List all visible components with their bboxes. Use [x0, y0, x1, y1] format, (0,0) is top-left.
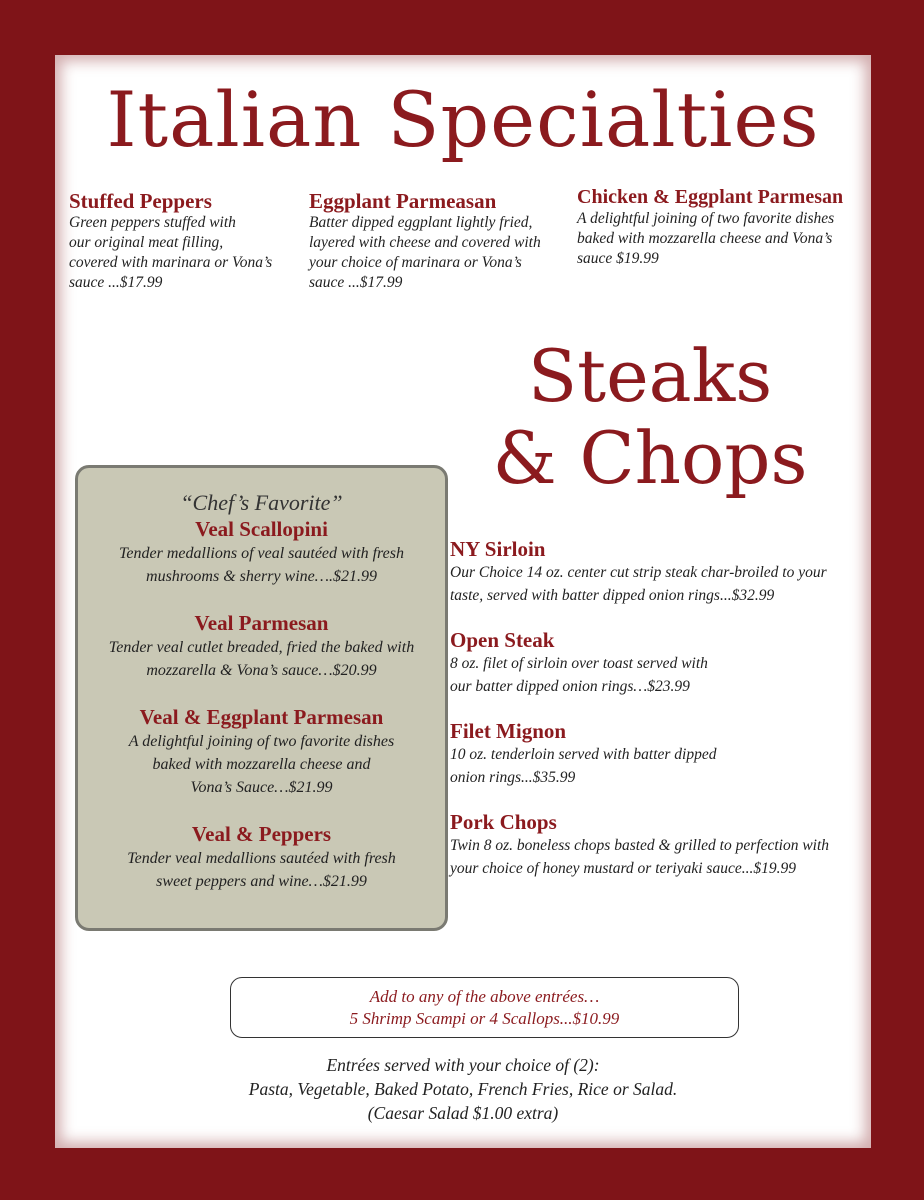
dish-description: A delightful joining of two favorite dishes baked with mozzarella cheese and Vona’s Sauce…$21.99: [128, 733, 395, 796]
chefs-favorite-heading: “Chef’s Favorite”: [180, 490, 343, 515]
chef-item-veal-parmesan: [78, 610, 445, 682]
menu-item-stuffed-peppers: [69, 189, 299, 293]
footer-line-1: Entrées served with your choice of (2):: [326, 1055, 600, 1075]
dish-description: 10 oz. tenderloin served with batter dipped onion rings...$35.99: [450, 746, 717, 786]
steak-item-ny-sirloin: [450, 537, 870, 607]
steak-item-filet-mignon: [450, 719, 870, 789]
dish-name: Veal Parmesan: [194, 611, 329, 635]
chef-item-veal-peppers: [78, 821, 445, 893]
dish-name: NY Sirloin: [450, 537, 546, 561]
dish-description: Green peppers stuffed with our original meat filling, covered with marinara or Vona’s sauce ...$17.99: [69, 214, 273, 291]
menu-page: [55, 55, 871, 1148]
dish-description: Our Choice 14 oz. center cut strip steak char-broiled to your taste, served with batter dipped onion rings...$32.99: [450, 564, 827, 604]
addon-line-2: 5 Shrimp Scampi or 4 Scallops...$10.99: [349, 1008, 620, 1028]
addon-line-1: Add to any of the above entrées…: [369, 986, 600, 1006]
chef-item-veal-eggplant-parmesan: [78, 704, 445, 799]
menu-item-chicken-eggplant-parmesan: [577, 185, 871, 269]
addon-box: [230, 977, 739, 1038]
dish-name: Pork Chops: [450, 810, 557, 834]
dish-name: Veal & Eggplant Parmesan: [139, 705, 384, 729]
chefs-favorite-box: [75, 465, 448, 931]
dish-name: Veal & Peppers: [191, 822, 332, 846]
steak-item-pork-chops: [450, 810, 870, 880]
steak-item-open-steak: [450, 628, 870, 698]
dish-description: Tender veal cutlet breaded, fried the baked with mozzarella & Vona’s sauce…$20.99: [108, 639, 415, 679]
chef-item-veal-scallopini: [78, 516, 445, 588]
dish-description: Twin 8 oz. boneless chops basted & grilled to perfection with your choice of honey mustard or teriyaki sauce...$19.99: [450, 837, 830, 877]
footer-line-3: (Caesar Salad $1.00 extra): [367, 1103, 559, 1123]
steaks-list: [450, 537, 870, 901]
footer-note: [55, 1053, 871, 1125]
dish-name: Chicken & Eggplant Parmesan: [577, 186, 844, 208]
dish-name: Eggplant Parmeasan: [309, 189, 497, 213]
dish-name: Filet Mignon: [450, 719, 567, 743]
dish-description: Tender medallions of veal sautéed with fresh mushrooms & sherry wine….$21.99: [118, 545, 404, 585]
menu-title: Italian Specialties: [106, 75, 820, 164]
steaks-chops-title: Steaks & Chops: [492, 334, 808, 500]
dish-description: 8 oz. filet of sirloin over toast served with our batter dipped onion rings…$23.99: [450, 655, 708, 695]
dish-name: Veal Scallopini: [195, 517, 328, 541]
dish-name: Open Steak: [450, 628, 555, 652]
dish-name: Stuffed Peppers: [69, 189, 212, 213]
dish-description: A delightful joining of two favorite dishes baked with mozzarella cheese and Vona’s sauce $19.99: [577, 210, 835, 267]
dish-description: Batter dipped eggplant lightly fried, layered with cheese and covered with your choice of marinara or Vona’s sauce ...$17.99: [309, 214, 541, 291]
dish-description: Tender veal medallions sautéed with fresh sweet peppers and wine…$21.99: [127, 850, 396, 890]
menu-item-eggplant-parmeasan: [309, 189, 571, 293]
footer-line-2: Pasta, Vegetable, Baked Potato, French Fries, Rice or Salad.: [248, 1079, 678, 1099]
